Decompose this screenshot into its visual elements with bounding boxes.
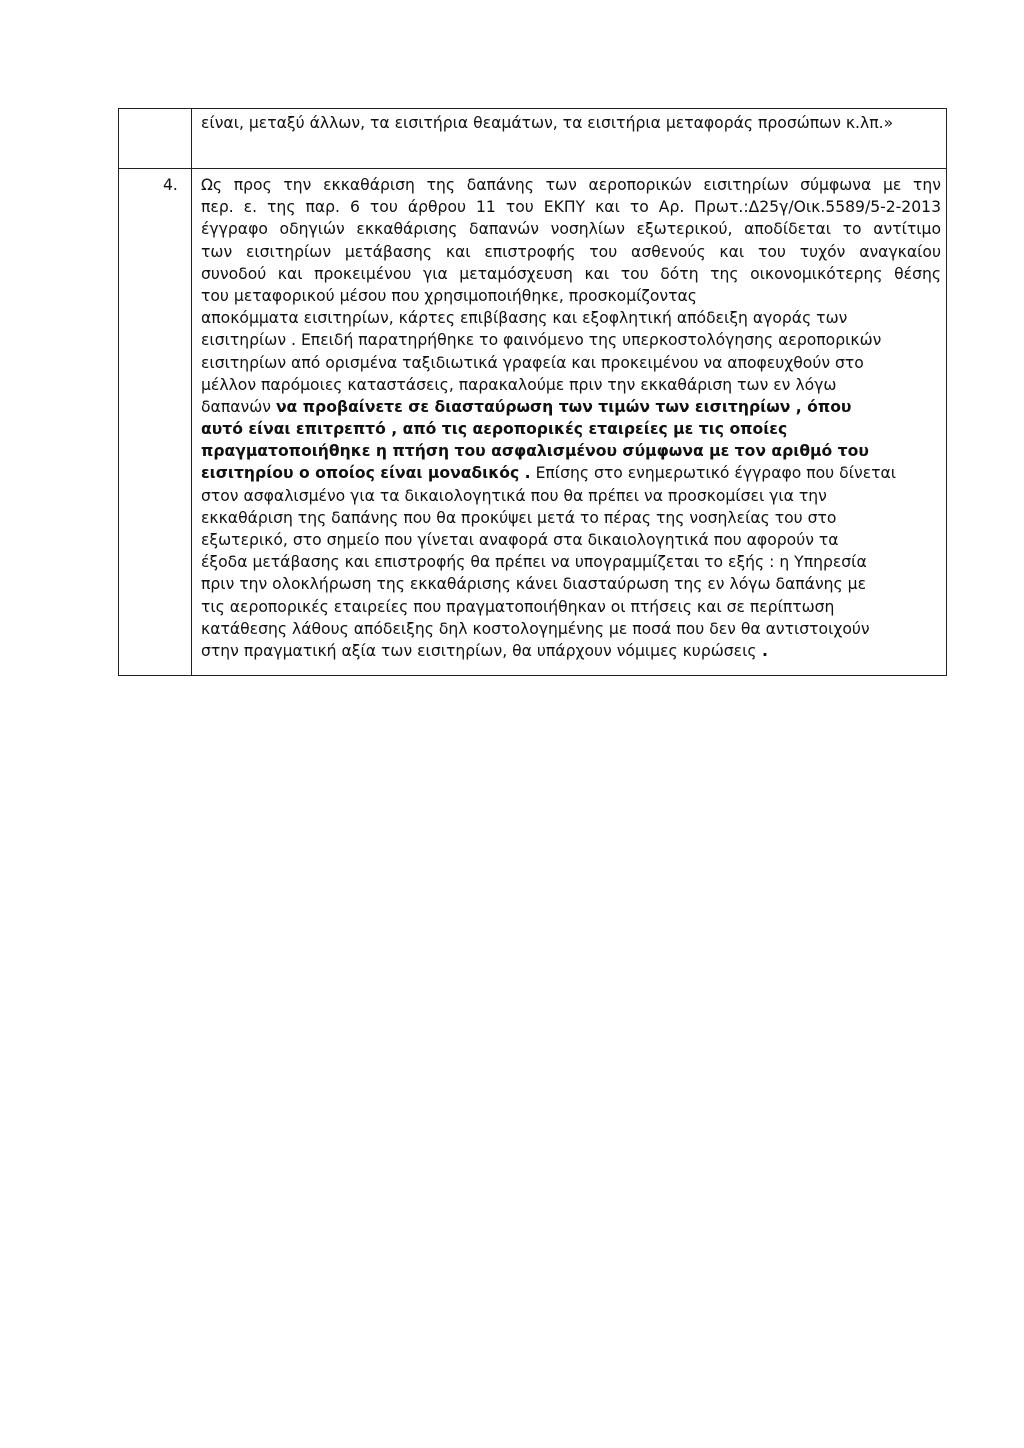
paragraph-line: έγγραφο οδηγιών εκκαθάρισης δαπανών νοσηλίων εξωτερικού, αποδίδεται το αντίτιμο — [201, 220, 941, 239]
paragraph-line: αποκόμματα εισιτηρίων, κάρτες επιβίβασης και εξοφλητική απόδειξη αγοράς των — [201, 309, 848, 328]
paragraph-line: κατάθεσης λάθους απόδειξης δηλ κοστολογημένης με ποσά που δεν θα αντιστοιχούν — [201, 619, 870, 638]
paragraph-line: εξωτερικό, στο σημείο που γίνεται αναφορά στα δικαιολογητικά που αφορούν τα — [201, 531, 839, 549]
paragraph-line: εκκαθάριση της δαπάνης που θα προκύψει μετά το πέρας της νοσηλείας του στο — [201, 508, 837, 527]
column-divider — [191, 109, 192, 675]
bold-text: εισιτηρίου ο οποίος είναι μοναδικός . — [201, 464, 531, 483]
paragraph-line: τις αεροπορικές εταιρείες που πραγματοποιήθηκαν οι πτήσεις και σε περίπτωση — [201, 597, 835, 616]
paragraph-line: του μεταφορικού μέσου που χρησιμοποιήθηκε, προσκομίζοντας — [201, 286, 697, 305]
row-divider — [119, 168, 946, 169]
row2-paragraph — [201, 174, 941, 662]
plain-text: στην πραγματική αξία των εισιτηρίων, θα υπάρχουν νόμιμες κυρώσεις — [201, 641, 757, 660]
plain-text: Επίσης στο ενημερωτικό έγγραφο που δίνεται — [530, 464, 897, 483]
paragraph-line — [201, 396, 941, 418]
paragraph-line: εισιτηρίων . Επειδή παρατηρήθηκε το φαινόμενο της υπερκοστολόγησης αεροπορικών — [201, 331, 882, 350]
row1-text: είναι, μεταξύ άλλων, τα εισιτήρια θεαμάτων, τα εισιτήρια μεταφοράς προσώπων κ.λπ.» — [201, 114, 894, 132]
bold-text: να προβαίνετε σε διασταύρωση των τιμών των εισιτηρίων , όπου — [275, 397, 852, 416]
paragraph-line: μέλλον παρόμοιες καταστάσεις, παρακαλούμε πριν την εκκαθάριση των εν λόγω — [201, 375, 837, 394]
item-number: 4. — [163, 176, 178, 194]
paragraph-line: περ. ε. της παρ. 6 του άρθρου 11 του ΕΚΠΥ και το Αρ. Πρωτ.:Δ25γ/Οικ.5589/5-2-2013 — [201, 198, 941, 217]
paragraph-line: έξοδα μετάβασης και επιστροφής θα πρέπει να υπογραμμίζεται το εξής : η Υπηρεσία — [201, 553, 867, 572]
paragraph-line: στον ασφαλισμένο για τα δικαιολογητικά που θα πρέπει να προσκομίσει για την — [201, 486, 827, 505]
paragraph-line — [201, 418, 941, 440]
bold-text: πραγματοποιήθηκε η πτήση του ασφαλισμένου σύμφωνα με τον αριθμό του — [201, 442, 869, 461]
plain-text: δαπανών — [201, 397, 276, 416]
bold-text: αυτό είναι επιτρεπτό , από τις αεροπορικές εταιρείες με τις οποίες — [201, 420, 788, 439]
document-table — [118, 108, 947, 676]
paragraph-line — [201, 440, 941, 462]
paragraph-line — [201, 640, 941, 662]
paragraph-line — [201, 462, 941, 484]
paragraph-line: συνοδού και προκειμένου για μεταμόσχευση και του δότη της οικονομικότερης θέσης — [201, 264, 941, 283]
paragraph-line: Ως προς την εκκαθάριση της δαπάνης των αεροπορικών εισιτηρίων σύμφωνα με την — [201, 176, 941, 194]
paragraph-line: των εισιτηρίων μετάβασης και επιστροφής του ασθενούς και του τυχόν αναγκαίου — [201, 242, 941, 261]
bold-text: . — [756, 641, 768, 660]
paragraph-line: εισιτηρίων από ορισμένα ταξιδιωτικά γραφεία και προκειμένου να αποφευχθούν στο — [201, 353, 864, 372]
paragraph-line: πριν την ολοκλήρωση της εκκαθάρισης κάνει διασταύρωση της εν λόγω δαπάνης με — [201, 575, 867, 594]
